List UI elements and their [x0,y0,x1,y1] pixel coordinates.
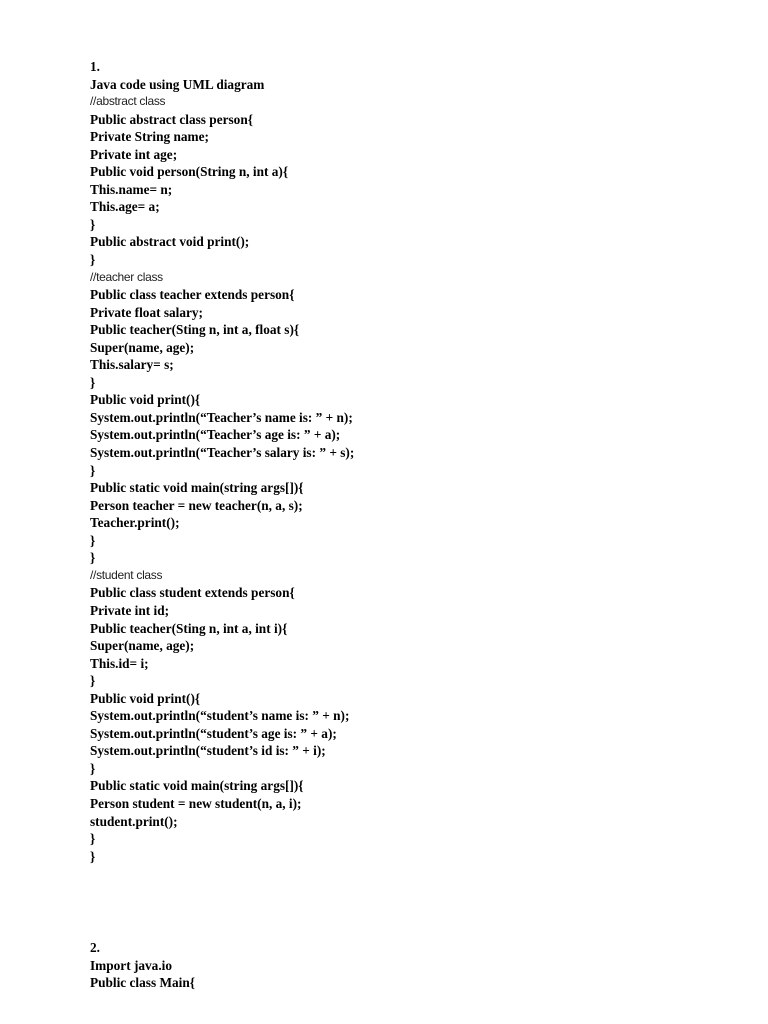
code-line: Public abstract void print(); [90,234,250,250]
code-line: Public teacher(Sting n, int a, int i){ [90,620,288,636]
code-line: This.salary= s; [90,357,174,373]
code-line: Public void print(){ [90,690,201,706]
code-line: } [90,760,96,776]
code-line: System.out.println(“Teacher’s name is: ” + n); [90,409,353,425]
code-line: } [90,831,96,847]
code-line: Private float salary; [90,304,203,320]
code-line: Super(name, age); [90,339,195,355]
code-line: } [90,374,96,390]
code-line: } [90,550,96,566]
code-line: Private int id; [90,602,170,618]
code-comment-line: //abstract class [90,94,166,109]
code-line: System.out.println(“student’s age is: ” + a); [90,725,337,741]
code-line: Private String name; [90,129,209,145]
code-line: This.id= i; [90,655,149,671]
code-line: } [90,462,96,478]
code-line: } [90,848,96,864]
code-line: Person teacher = new teacher(n, a, s); [90,497,303,513]
code-line: } [90,216,96,232]
code-line: System.out.println(“student’s name is: ” + n); [90,708,350,724]
code-line: Public void person(String n, int a){ [90,164,289,180]
code-line: System.out.println(“Teacher’s salary is: ” + s); [90,445,355,461]
code-line: Java code using UML diagram [90,76,265,92]
code-line: Public class Main{ [90,975,195,991]
code-line: } [90,252,96,268]
code-comment-line: //teacher class [90,269,163,284]
code-line: 2. [90,940,100,955]
code-line: Teacher.print(); [90,515,180,531]
code-line: Public class student extends person{ [90,585,295,601]
code-line: 1. [90,59,100,74]
code-line: Public class teacher extends person{ [90,287,295,303]
code-line: Public teacher(Sting n, int a, float s){ [90,322,300,338]
code-line: } [90,673,96,689]
code-line: Public static void main(string args[]){ [90,480,304,496]
code-comment-line: //student class [90,567,163,582]
code-line: This.age= a; [90,199,160,215]
code-line: Public abstract class person{ [90,111,253,127]
code-line: Import java.io [90,957,172,973]
code-line: } [90,532,96,548]
code-line: Person student = new student(n, a, i); [90,795,302,811]
code-line: System.out.println(“student’s id is: ” + i); [90,743,326,759]
code-line: Public void print(){ [90,392,201,408]
document-section-1 [90,58,710,865]
code-line: student.print(); [90,813,178,829]
code-line: System.out.println(“Teacher’s age is: ” + a); [90,427,341,443]
code-line: Public static void main(string args[]){ [90,778,304,794]
code-line: Super(name, age); [90,638,195,654]
document-section-2 [90,939,710,992]
code-line: Private int age; [90,146,178,162]
code-line: This.name= n; [90,181,173,197]
